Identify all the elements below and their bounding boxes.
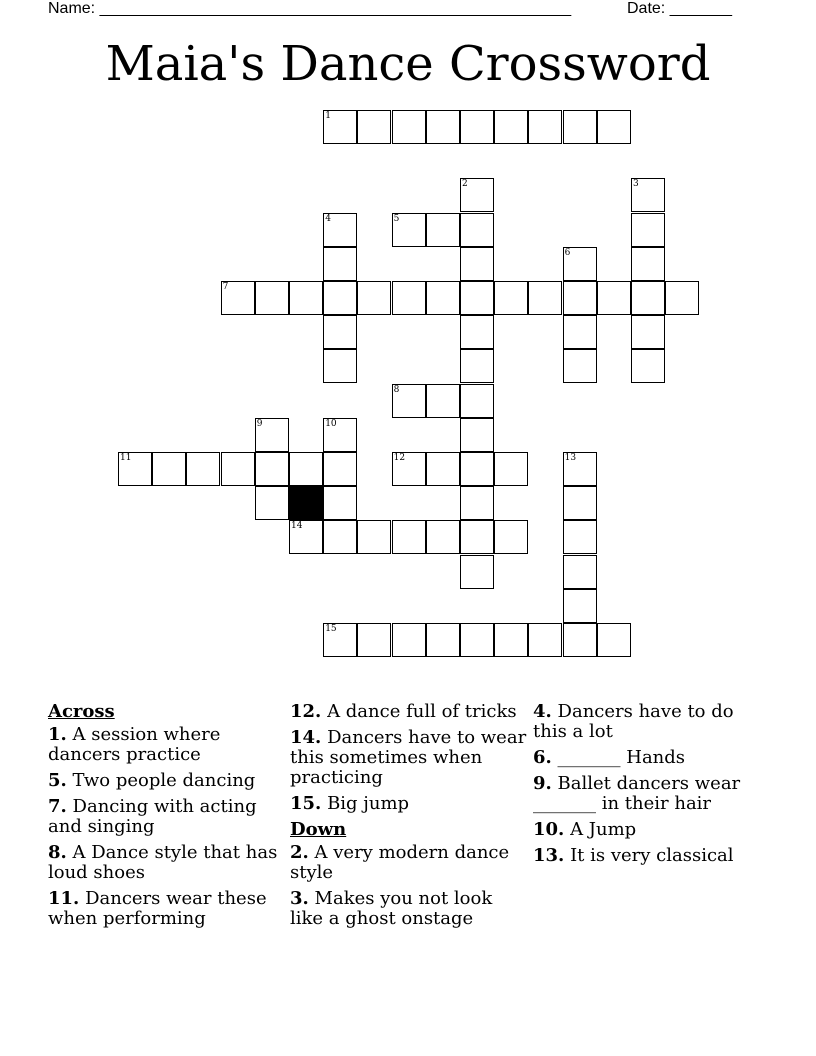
grid-cell[interactable]	[289, 452, 323, 486]
cell-number: 13	[564, 453, 577, 463]
clues-column-3	[533, 702, 763, 872]
cell-number: 14	[291, 521, 303, 532]
grid-cell[interactable]	[494, 110, 528, 144]
grid-cell[interactable]	[357, 281, 391, 315]
down-heading: Down	[290, 819, 347, 840]
page-title: Maia's Dance Crossword	[105, 36, 711, 92]
grid-cell[interactable]	[255, 418, 289, 452]
grid-cell[interactable]	[563, 555, 597, 589]
grid-cell[interactable]	[323, 486, 357, 520]
cell-number: 5	[393, 213, 400, 224]
grid-cell[interactable]	[426, 452, 460, 486]
grid-cell[interactable]	[460, 178, 494, 212]
grid-cell[interactable]	[460, 281, 494, 315]
cell-number: 6	[564, 247, 571, 258]
grid-cell[interactable]	[631, 247, 665, 281]
grid-cell[interactable]	[323, 623, 357, 657]
grid-cell[interactable]	[392, 452, 426, 486]
grid-cell[interactable]	[528, 623, 562, 657]
clue-across-7: 7. Dancing with acting and singing	[48, 796, 257, 837]
grid-cell[interactable]	[460, 110, 494, 144]
grid-cell[interactable]	[357, 110, 391, 144]
cell-number: 11	[120, 453, 132, 463]
clue-across-15: 15. Big jump	[290, 793, 410, 814]
grid-cell[interactable]	[597, 623, 631, 657]
grid-cell[interactable]	[426, 384, 460, 418]
grid-cell[interactable]	[563, 281, 597, 315]
clue-across-1: 1. A session where dancers practice	[48, 724, 221, 765]
clue-across-8: 8. A Dance style that has loud shoes	[48, 842, 278, 883]
grid-cell[interactable]	[563, 589, 597, 623]
grid-cell[interactable]	[357, 520, 391, 554]
clue-across-11: 11. Dancers wear these when performing	[48, 888, 267, 929]
grid-cell[interactable]	[563, 247, 597, 281]
grid-cell[interactable]	[460, 623, 494, 657]
grid-cell[interactable]	[289, 281, 323, 315]
grid-cell[interactable]	[563, 315, 597, 349]
grid-cell[interactable]	[323, 213, 357, 247]
grid-cell[interactable]	[460, 452, 494, 486]
grid-cell[interactable]	[460, 384, 494, 418]
grid-cell[interactable]	[323, 247, 357, 281]
clue-across-14: 14. Dancers have to wear this sometimes when practicing	[290, 727, 527, 788]
grid-cell[interactable]	[631, 349, 665, 383]
grid-cell[interactable]	[323, 520, 357, 554]
cell-number: 10	[325, 418, 337, 429]
grid-cell[interactable]	[392, 520, 426, 554]
grid-cell[interactable]	[255, 486, 289, 520]
grid-cell[interactable]	[563, 486, 597, 520]
grid-cell[interactable]	[118, 452, 152, 486]
grid-cell[interactable]	[186, 452, 220, 486]
grid-cell[interactable]	[460, 349, 494, 383]
clue-down-6: 6. _______ Hands	[533, 747, 686, 768]
grid-cell[interactable]	[323, 315, 357, 349]
grid-cell[interactable]	[357, 623, 391, 657]
grid-cell[interactable]	[460, 247, 494, 281]
cell-number: 1	[325, 111, 331, 121]
grid-cell[interactable]	[631, 178, 665, 212]
grid-cell[interactable]	[221, 281, 255, 315]
cell-number: 3	[633, 179, 639, 190]
grid-cell[interactable]	[426, 281, 460, 315]
grid-cell[interactable]	[426, 213, 460, 247]
grid-cell[interactable]	[255, 452, 289, 486]
grid-cell[interactable]	[426, 623, 460, 657]
grid-cell[interactable]	[563, 623, 597, 657]
grid-cell[interactable]	[323, 110, 357, 144]
grid-cell[interactable]	[528, 110, 562, 144]
clues-column-1	[48, 702, 288, 935]
grid-cell[interactable]	[323, 349, 357, 383]
grid-cell[interactable]	[563, 110, 597, 144]
grid-cell[interactable]	[563, 349, 597, 383]
grid-cell[interactable]	[289, 520, 323, 554]
grid-cell[interactable]	[563, 452, 597, 486]
grid-cell[interactable]	[323, 281, 357, 315]
grid-cell[interactable]	[631, 315, 665, 349]
clue-down-3: 3. Makes you not look like a ghost onstage	[290, 888, 493, 929]
clue-down-4: 4. Dancers have to do this a lot	[533, 701, 734, 742]
grid-cell[interactable]	[460, 486, 494, 520]
clue-down-10: 10. A Jump	[533, 819, 637, 840]
grid-cell[interactable]	[597, 281, 631, 315]
grid-cell[interactable]	[494, 520, 528, 554]
grid-cell[interactable]	[460, 418, 494, 452]
clue-down-13: 13. It is very classical	[533, 845, 734, 866]
cell-number: 8	[393, 384, 400, 395]
date-field-label: Date: _______	[627, 0, 732, 17]
grid-cell[interactable]	[563, 520, 597, 554]
cell-number: 9	[256, 418, 263, 429]
cell-number: 2	[462, 179, 468, 190]
grid-cell[interactable]	[221, 452, 255, 486]
grid-cell[interactable]	[665, 281, 699, 315]
name-field-label: Name: _____________________________________________________	[48, 0, 572, 17]
grid-cell[interactable]	[494, 452, 528, 486]
across-heading: Across	[48, 701, 115, 722]
cell-number: 7	[222, 282, 229, 292]
grid-cell[interactable]	[426, 110, 460, 144]
cell-number: 15	[325, 624, 337, 634]
grid-cell[interactable]	[631, 213, 665, 247]
clue-down-9: 9. Ballet dancers wear _______ in their hair	[533, 773, 741, 814]
grid-cell[interactable]	[631, 281, 665, 315]
grid-cell[interactable]	[597, 110, 631, 144]
grid-cell[interactable]	[392, 384, 426, 418]
grid-cell[interactable]	[460, 555, 494, 589]
grid-block-cell	[289, 486, 323, 520]
grid-cell[interactable]	[152, 452, 186, 486]
grid-cell[interactable]	[323, 418, 357, 452]
grid-cell[interactable]	[494, 623, 528, 657]
grid-cell[interactable]	[392, 281, 426, 315]
grid-cell[interactable]	[323, 452, 357, 486]
grid-cell[interactable]	[255, 281, 289, 315]
clues-column-2	[290, 702, 530, 935]
grid-cell[interactable]	[460, 520, 494, 554]
clue-down-2: 2. A very modern dance style	[290, 842, 510, 883]
grid-cell[interactable]	[392, 110, 426, 144]
cell-number: 12	[393, 453, 406, 463]
grid-cell[interactable]	[392, 623, 426, 657]
grid-cell[interactable]	[494, 281, 528, 315]
clue-across-12: 12. A dance full of tricks	[290, 701, 517, 722]
grid-cell[interactable]	[392, 213, 426, 247]
clue-across-5: 5. Two people dancing	[48, 770, 256, 791]
grid-cell[interactable]	[460, 213, 494, 247]
grid-cell[interactable]	[528, 281, 562, 315]
grid-cell[interactable]	[426, 520, 460, 554]
grid-cell[interactable]	[460, 315, 494, 349]
cell-number: 4	[325, 213, 331, 224]
